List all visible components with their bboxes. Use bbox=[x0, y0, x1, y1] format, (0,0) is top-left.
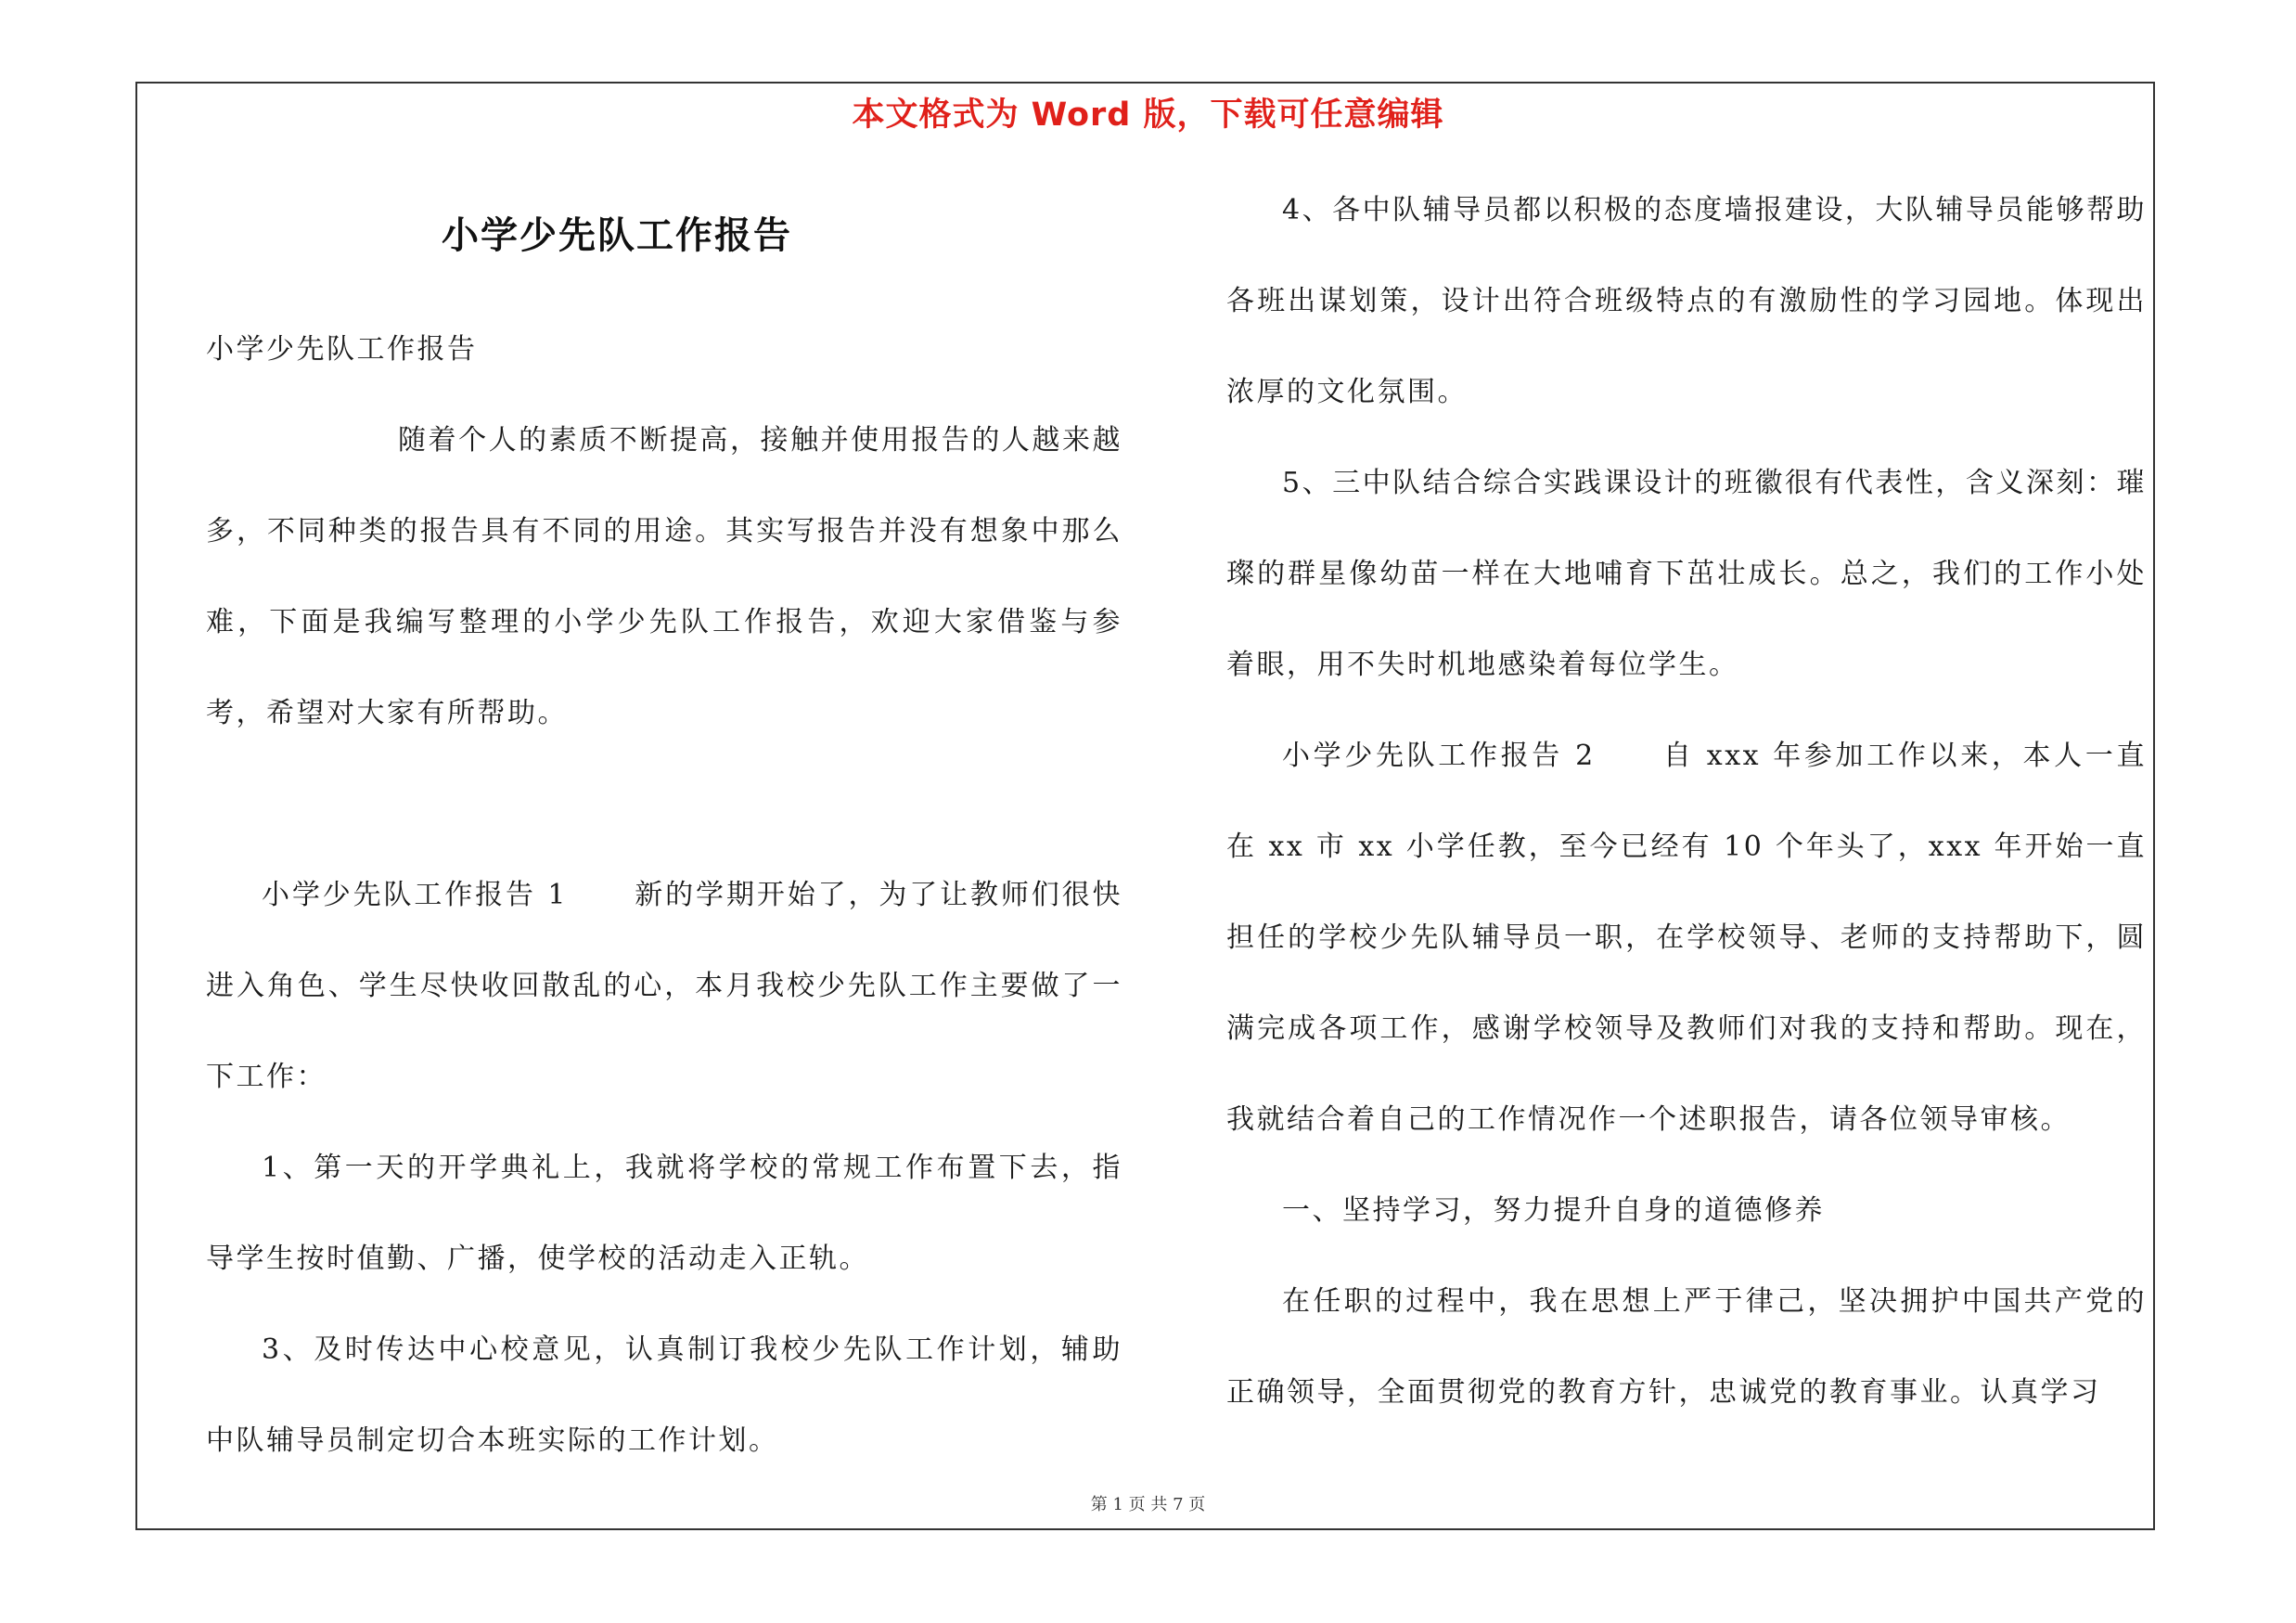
report1-item-1: 1、第一天的开学典礼上，我就将学校的常规工作布置下去，指导学生按时值勤、广播，使学校的活动走入正轨。 bbox=[206, 1152, 1122, 1275]
report1-item-3: 3、及时传达中心校意见，认真制订我校少先队工作计划，辅助中队辅导员制定切合本班实际的工作计划。 bbox=[206, 1333, 1122, 1457]
paragraph-spacer bbox=[206, 759, 1122, 850]
word-format-banner: 本文格式为 Word 版，下载可任意编辑 bbox=[852, 97, 1444, 134]
report1-item-5: 5、三中队结合综合实践课设计的班徽很有代表性，含义深刻：璀璨的群星像幼苗一样在大地哺育下茁壮成长。总之，我们的工作小处着眼，用不失时机地感染着每位学生。 bbox=[1226, 467, 2147, 681]
report2-section-text: 在任职的过程中，我在思想上严于律己，坚决拥护中国共产党的正确领导，全面贯彻党的教育方针，忠诚党的教育事业。认真学习 bbox=[1226, 1285, 2147, 1409]
report2-lead-text: 自 xxx 年参加工作以来，本人一直在 xx 市 xx 小学任教，至今已经有 10 个年头了，xxx 年开始一直担任的学校少先队辅导员一职，在学校领导、老师的支持帮助下，圆满完成各项工作，感谢学校领导及教师们对我的支持和帮助。现在，我就结合着自己的工作情况作一个述职报告，请各位领导审核。 bbox=[1226, 740, 2147, 1136]
left-column bbox=[206, 304, 1122, 1487]
right-column bbox=[1226, 165, 2147, 1438]
page-number: 第 1 页 共 7 页 bbox=[1090, 1495, 1206, 1514]
document-title: 小学少先队工作报告 bbox=[442, 213, 792, 257]
report1-lead-paragraph bbox=[206, 850, 1122, 1123]
intro-paragraph: 随着个人的素质不断提高，接触并使用报告的人越来越多，不同种类的报告具有不同的用途。其实写报告并没有想象中那么难，下面是我编写整理的小学少先队工作报告，欢迎大家借鉴与参考，希望对大家有所帮助。 bbox=[206, 424, 1122, 729]
document-subtitle: 小学少先队工作报告 bbox=[206, 333, 478, 366]
report2-lead-paragraph bbox=[1226, 711, 2147, 1166]
report1-item-4: 4、各中队辅导员都以积极的态度墙报建设，大队辅导员能够帮助各班出谋划策，设计出符合班级特点的有激励性的学习园地。体现出浓厚的文化氛围。 bbox=[1226, 194, 2147, 408]
report1-heading: 小学少先队工作报告 1 bbox=[262, 879, 568, 911]
report2-section-heading: 一、坚持学习，努力提升自身的道德修养 bbox=[1282, 1194, 1825, 1227]
report1-lead-text: 新的学期开始了，为了让教师们很快进入角色、学生尽快收回散乱的心，本月我校少先队工作主要做了一下工作： bbox=[206, 879, 1122, 1093]
report2-heading: 小学少先队工作报告 2 bbox=[1282, 740, 1596, 772]
